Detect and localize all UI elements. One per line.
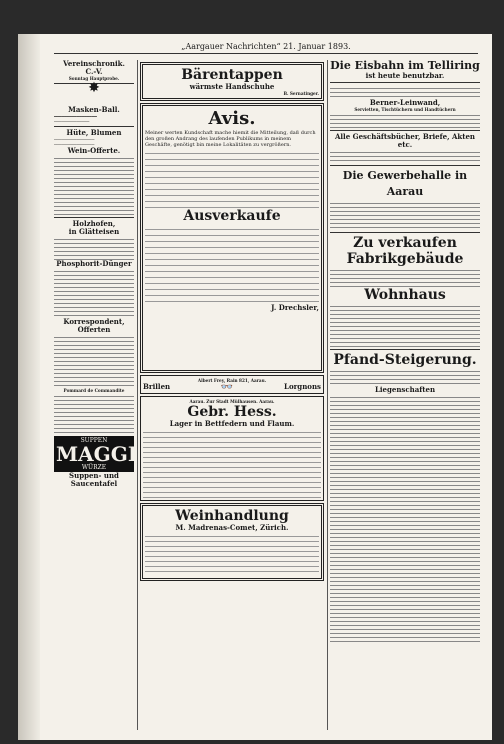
phosphorit-title: Phosphorit-Dünger (56, 259, 132, 268)
column-rule (137, 60, 138, 730)
optics-ad (140, 375, 324, 394)
baeren-title: Bärentappen (181, 67, 283, 83)
verkaufen-title: Zu verkaufen (353, 235, 457, 251)
left-column: Vereinschronik. C.-V. Sonntag Hauptprobe. ✸ Masken-Ball. ━━━━━━━━━━━━━━━━━ ────────────── Hüte, Blumen ──────────────── ──────────────── Wein-Offerte. Holzhofen, in Glätteisen Phosphorit-Dünger Korrespondent, Offerten Pommard de Commandite SUPPEN MAGGI WÜRZE Suppen- und Saucentafel (54, 59, 138, 488)
albert-line: Albert Frey, Rain 821, Aarau. (197, 378, 267, 383)
newspaper-page (18, 34, 492, 740)
cv-sub: Sonntag Hauptprobe. (68, 76, 120, 81)
brillen-label: Brillen (143, 382, 171, 391)
baeren-ad (140, 62, 324, 101)
mulhausen-line: Aarau. Zur Stadt Mülhausen. Aarau. (189, 399, 275, 404)
glatteis-title: in Glätteisen (68, 227, 120, 236)
avis-text: Meiner werten Kundschaft mache hiemit die Mitteilung, daß durch den großen Andrang des laufenden Publikums in meinem Geschäfte, genötigt bin meine Lokalitäten zu vergrößern. (145, 130, 316, 148)
weinhandlung-title: Weinhandlung (175, 508, 289, 524)
glasses-icon: 👓 (220, 381, 234, 393)
hess-ad (140, 396, 324, 501)
avis-ad (140, 103, 324, 373)
liegenschaften-title: Liegenschaften (374, 385, 436, 394)
drechsler-name: J. Drechsler, (271, 303, 319, 312)
middle-column (140, 60, 324, 583)
wurze-label: WÜRZE (81, 464, 107, 471)
avis-title: Avis. (208, 108, 256, 129)
right-column (330, 60, 480, 644)
baeren-seller: B. Sernatinger. (283, 91, 319, 96)
verein-title: Vereinschronik. (63, 59, 125, 68)
maggi-ad (54, 436, 138, 472)
suppen-label: SUPPEN (80, 437, 108, 444)
eisbahn-sub: ist heute benutzbar. (365, 71, 445, 80)
lager-title: Lager in Bettfedern und Flaum. (169, 419, 295, 428)
maggi-label: MAGGI (56, 442, 138, 466)
berner-title: Berner-Leinwand, (369, 98, 441, 107)
pfand-title: Pfand-Steigerung. (333, 352, 477, 368)
pommard-title: Pommard de Commandite (63, 388, 125, 393)
gebr-title: Gebr. Hess. (187, 404, 277, 420)
lorgnons-label: Lorgnons (284, 382, 321, 391)
holzhof-title: Holzhofen, (72, 219, 116, 228)
wein-ad (140, 503, 324, 581)
baeren-sub: wärmste Handschuhe (189, 82, 275, 91)
masken-title: Masken-Ball. (68, 105, 120, 114)
header-title: „Aargauer Nachrichten“ 21. Januar 1893. (181, 42, 351, 51)
page-header (54, 42, 478, 54)
eisbahn-title: Die Eisbahn im Telliring (330, 59, 480, 72)
wohnhaus-title: Wohnhaus (364, 287, 446, 303)
column-rule (327, 60, 328, 730)
cv-label: C.-V. (85, 67, 103, 76)
fabrik-title: Fabrikgebäude (346, 251, 464, 267)
page-spine (18, 34, 40, 740)
hute-title: Hüte, Blumen (66, 128, 122, 137)
madrenas-name: M. Madrenas-Comet, Zürich. (175, 523, 289, 532)
korr-title: Korrespondent, Offerten (63, 317, 125, 334)
suppen-title: Suppen- und Saucentafel (69, 471, 119, 488)
wein-title: Wein-Offerte. (67, 146, 121, 155)
ausverkauf-title: Ausverkaufe (183, 208, 281, 224)
alle-title: Alle Geschäftsbücher, Briefe, Akten etc. (334, 132, 476, 149)
servietten-title: Servietten, Tischtüchern und Handtüchern (354, 107, 456, 112)
emblem-icon: ✸ (88, 80, 100, 96)
gewerbe-title: Die Gewerbehalle in Aarau (342, 169, 468, 198)
